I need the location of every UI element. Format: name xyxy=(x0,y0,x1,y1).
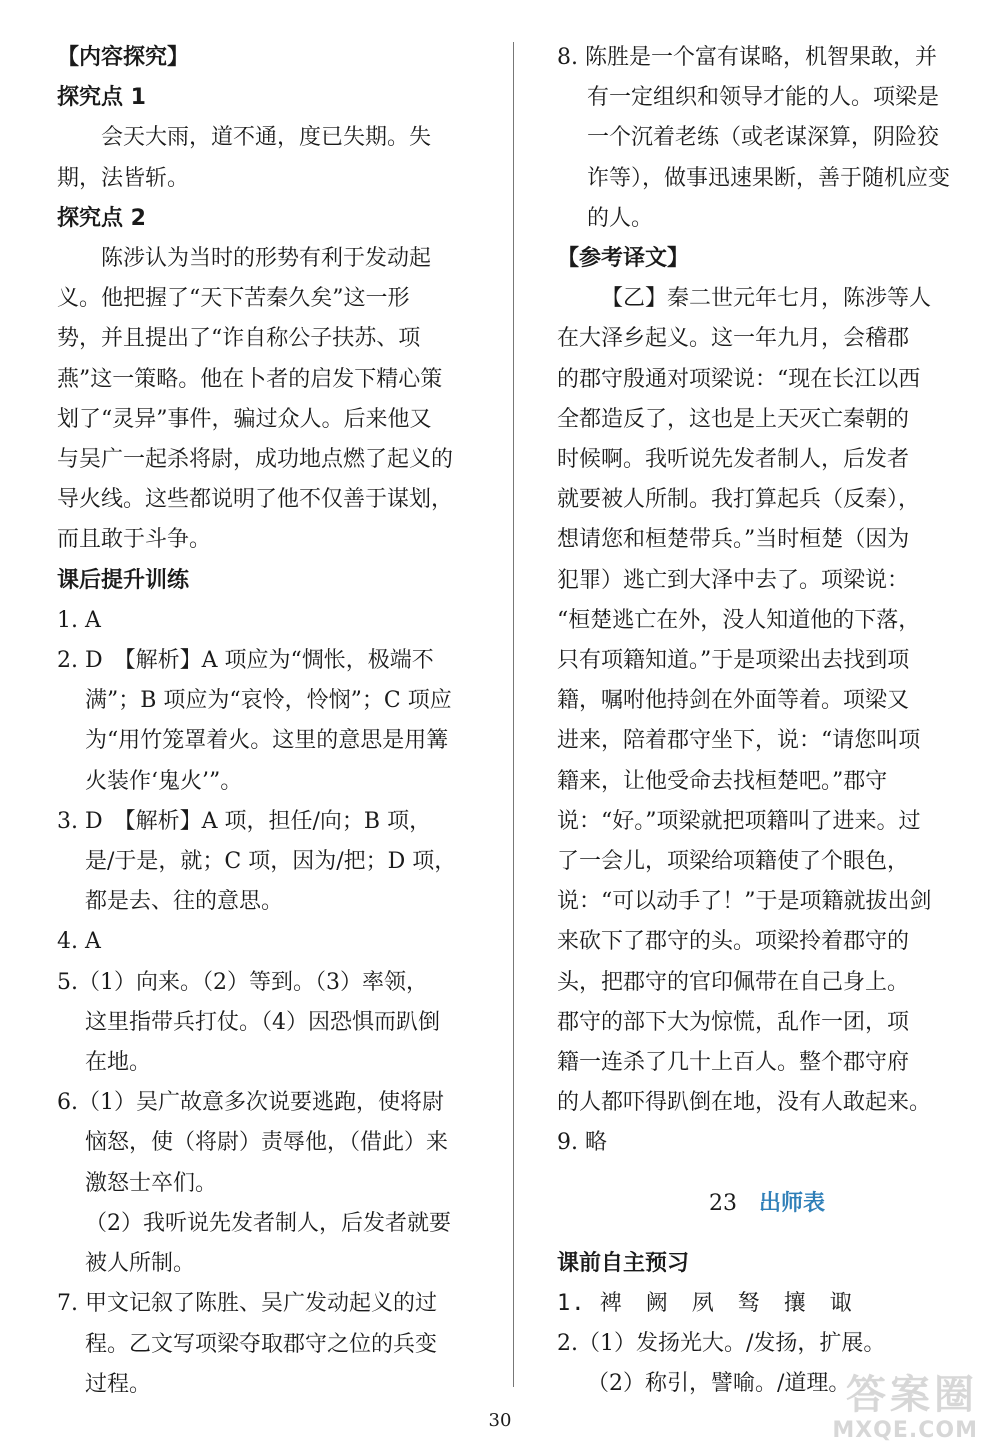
text-line: 的人。 xyxy=(587,205,654,231)
text-line: 头，把郡守的官印佩带在自己身上。 xyxy=(557,969,910,995)
text-line: 时候啊。我听说先发者制人，后发者 xyxy=(557,447,910,473)
text-line: 来砍下了郡守的头。项梁拎着郡守的 xyxy=(557,929,910,955)
text-line: 9. 略 xyxy=(557,1130,607,1156)
text-line: 就要被人所制。我打算起兵（反秦）， xyxy=(557,487,921,513)
text-line: 期，法皆斩。 xyxy=(57,165,190,191)
text-line: 全都造反了，这也是上天灭亡秦朝的 xyxy=(557,406,910,432)
text-line: 【乙】秦二世元年七月，陈涉等人 xyxy=(601,286,932,312)
text-line: 籍来，让他受命去找桓楚吧。”郡守 xyxy=(557,768,888,794)
text-line: 为“用竹笼罩着火。这里的意思是用篝 xyxy=(85,728,449,754)
text-line: 5.（1）向来。（2）等到。（3）率领， xyxy=(57,969,428,995)
text-line: 划了“灵异”事件，骗过众人。后来他又 xyxy=(57,406,432,432)
text-line: 满”；B 项应为“哀怜，怜悯”；C 项应 xyxy=(85,688,452,714)
text-line: 义。他把握了“天下苦秦久矣”这一形 xyxy=(57,286,410,312)
text-line: 激怒士卒们。 xyxy=(85,1170,218,1196)
text-line: 在地。 xyxy=(85,1050,152,1076)
text-line: 1. A xyxy=(57,607,101,633)
lesson-title: 出师表 xyxy=(758,1190,825,1216)
text-line: 想请您和桓楚带兵。”当时桓楚（因为 xyxy=(557,527,910,553)
text-line: 导火线。这些都说明了他不仅善于谋划， xyxy=(57,487,454,513)
text-line: 2.（1）发扬光大。/发扬，扩展。 xyxy=(557,1331,886,1357)
text-line: 【内容探究】 xyxy=(57,45,190,70)
text-line: 1. 裨 阙 夙 驽 攘 诹 xyxy=(557,1290,853,1316)
text-line: 会天大雨，道不通，度已失期。失 xyxy=(101,125,432,151)
text-line: 这里指带兵打仗。（4）因恐惧而趴倒 xyxy=(85,1009,440,1035)
text-line: 【参考译文】 xyxy=(557,246,690,272)
text-line: 而且敢于斗争。 xyxy=(57,527,212,553)
text-line: 程。乙文写项梁夺取郡守之位的兵变 xyxy=(85,1331,438,1357)
text-line: （2）我听说先发者制人，后发者就要 xyxy=(85,1210,451,1236)
text-line: 是/于是，就；C 项，因为/把；D 项， xyxy=(85,849,457,875)
text-line: 过程。 xyxy=(85,1371,152,1397)
text-line: 籍，嘱咐他持剑在外面等着。项梁又 xyxy=(557,688,910,714)
text-line: 探究点 2 xyxy=(57,205,146,231)
text-line: 火装作‘鬼火’”。 xyxy=(85,768,243,794)
text-line: 势，并且提出了“诈自称公子扶苏、项 xyxy=(57,326,421,352)
text-line: 说：“可以动手了！”于是项籍就拔出剑 xyxy=(557,889,932,915)
right-column xyxy=(557,38,977,1405)
text-line: 课后提升训练 xyxy=(57,567,190,593)
text-line: 被人所制。 xyxy=(85,1251,196,1277)
text-line: 都是去、往的意思。 xyxy=(85,889,284,915)
text-line: “桓楚逃亡在外，没人知道他的下落， xyxy=(557,607,921,633)
watermark-url: MXQE.COM xyxy=(832,1418,978,1443)
text-line: 6.（1）吴广故意多次说要逃跑，使将尉 xyxy=(57,1090,444,1116)
text-line: 有一定组织和领导才能的人。项梁是 xyxy=(587,85,940,111)
text-line: 4. A xyxy=(57,929,101,955)
text-line: （2）称引，譬喻。/道理。 xyxy=(587,1371,851,1397)
text-line: 燕”这一策略。他在卜者的启发下精心策 xyxy=(57,366,443,392)
text-line: 在大泽乡起义。这一年九月，会稽郡 xyxy=(557,326,910,352)
text-line: 的人都吓得趴倒在地，没有人敢起来。 xyxy=(557,1090,932,1116)
text-line: 只有项籍知道。”于是项梁出去找到项 xyxy=(557,648,910,674)
text-line: 的郡守殷通对项梁说：“现在长江以西 xyxy=(557,366,921,392)
text-line: 3. D 【解析】A 项，担任/向；B 项， xyxy=(57,808,432,834)
text-line: 一个沉着老练（或老谋深算，阴险狡 xyxy=(587,125,940,151)
text-line: 与吴广一起杀将尉，成功地点燃了起义的 xyxy=(57,447,454,473)
text-line: 2. D 【解析】A 项应为“惆怅，极端不 xyxy=(57,648,434,674)
text-line: 陈涉认为当时的形势有利于发动起 xyxy=(101,246,432,272)
text-line: 探究点 1 xyxy=(57,85,146,111)
page-number: 30 xyxy=(488,1410,512,1431)
watermark-text: 答案圈 xyxy=(846,1372,978,1418)
text-line: 了一会儿，项梁给项籍使了个眼色， xyxy=(557,849,910,875)
text-line: 进来，陪着郡守坐下，说：“请您叫项 xyxy=(557,728,921,754)
left-column xyxy=(57,38,477,1405)
text-line: 犯罪）逃亡到大泽中去了。项梁说： xyxy=(557,567,910,593)
text-line: 籍一连杀了几十上百人。整个郡守府 xyxy=(557,1050,910,1076)
text-line: 课前自主预习 xyxy=(557,1250,690,1276)
lesson-number: 23 xyxy=(708,1190,737,1216)
text-line: 恼怒，使（将尉）责辱他，（借此）来 xyxy=(85,1130,449,1156)
text-line: 诈等），做事迅速果断，善于随机应变 xyxy=(587,165,951,191)
text-line: 8. 陈胜是一个富有谋略，机智果敢，并 xyxy=(557,45,937,70)
text-line: 7. 甲文记叙了陈胜、吴广发动起义的过 xyxy=(57,1291,437,1317)
text-line: 说：“好。”项梁就把项籍叫了进来。过 xyxy=(557,808,921,834)
lesson-heading xyxy=(557,1184,977,1224)
text-line: 郡守的部下大为惊慌，乱作一团，项 xyxy=(557,1009,910,1035)
watermark-logo xyxy=(788,1363,988,1445)
column-divider xyxy=(513,42,514,1387)
